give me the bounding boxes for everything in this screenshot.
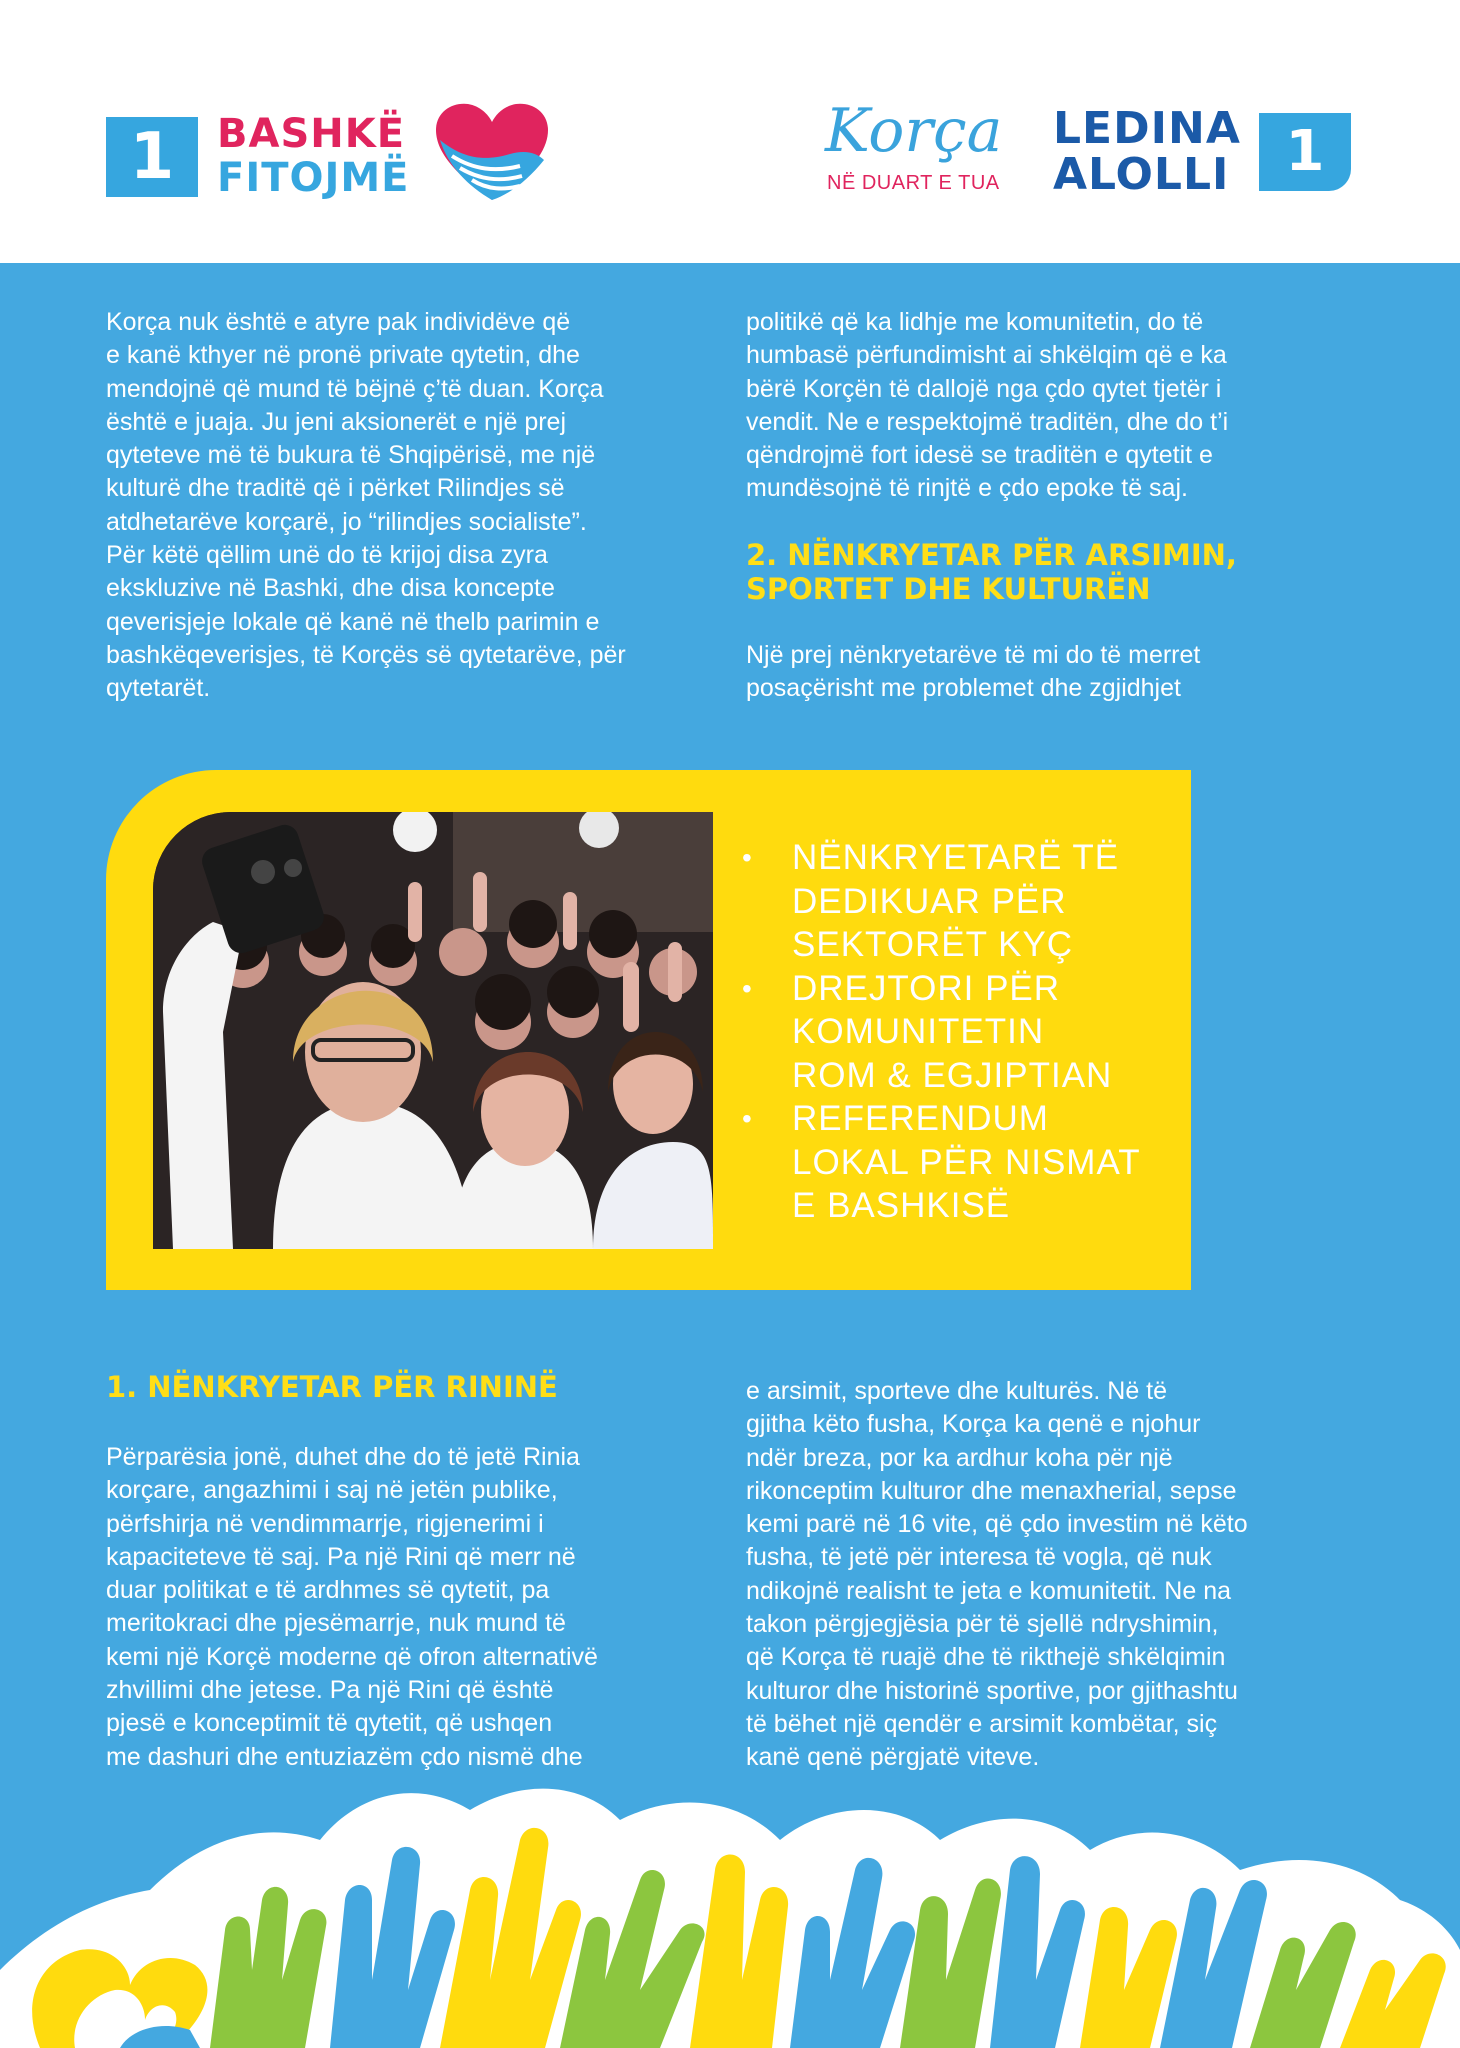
korca-script-logo: Korça [825, 96, 1003, 166]
logo-line-fitojme: FITOJMË [217, 155, 410, 201]
arsimi-paragraph: e arsimit, sporteve dhe kulturës. Në të gjitha këto fusha, Korça ka qenë e njohur ndër breza, por ka ardhur koha për një rikonceptim kulturor dhe menaxherial, sepse kemi parë në 16 vite, që çdo investim në këto fusha, të jetë për interesa të vogla, që nuk ndikojnë realisht te jeta e komunitetit. Ne na takon përgjegjësia për të sjellë ndryshimin, që Korça të ruajë dhe të rikthejë shkëlqimin kulturor dhe historinë sportive, por gjithashtu të bëhet një qendër e arsimit kombëtar, siç kanë qenë përgjatë viteve. [746, 1377, 1248, 1772]
raised-hands-illustration [0, 1780, 1460, 2048]
candidate-last-name: ALOLLI [1053, 149, 1230, 200]
highlight-bullet-list [742, 836, 1212, 1228]
candidate-first-name: LEDINA [1053, 103, 1241, 154]
bullet-dot: • [742, 1103, 753, 1134]
campaign-selfie-photo [153, 812, 713, 1249]
candidate-name [1053, 103, 1241, 200]
bullet-dot: • [742, 842, 753, 873]
logo-line-bashke: BASHKË [217, 111, 406, 157]
candidate-number-badge: 1 [1259, 113, 1351, 191]
heart-hands-icon [432, 100, 552, 205]
list-number-badge: 1 [106, 117, 198, 197]
intro-left-paragraph: Korça nuk është e atyre pak individëve që e kanë kthyer në pronë private qytetin, dhe mendojnë që mund të bëjnë ç’të duan. Korça është e juaja. Ju jeni aksionerët e një prej qyteteve më të bukura të Shqipërisë, me një kulturë dhe traditë që i përket Rilindjes së atdhetarëve korçarë, jo “rilindjes socialiste”. Për këtë qëllim unë do të krijoj disa zyra ekskluzive në Bashki, dhe disa koncepte qeverisjeje lokale që kanë në thelb parimin e bashkëqeverisjes, të Korçës së qytetarëve, për qytetarët. [106, 308, 626, 703]
bullet-dot: • [742, 972, 753, 1004]
bullet-item [742, 836, 1212, 967]
rinia-paragraph: Përparësia jonë, duhet dhe do të jetë Rinia korçare, angazhimi i saj në jetën publike, përfshirja në vendimmarrje, rigjenerimi i kapaciteteve të saj. Pa një Rini që merr në duar politikat e të ardhmes së qytetit, pa meritokraci dhe pjesëmarrje, nuk mund të kemi një Korçë moderne që ofron alternativë zhvillimi dhe jetese. Pa një Rini që është pjesë e konceptimit të qytetit, që ushqen me dashuri dhe entuziazëm çdo nismë dhe [106, 1443, 598, 1771]
bullet-text: REFERENDUM LOKAL PËR NISMAT E BASHKISË [792, 1099, 1141, 1225]
bullet-text: NËNKRYETARË TË DEDIKUAR PËR SEKTORËT KYÇ [792, 838, 1120, 964]
bullet-item [742, 967, 1212, 1098]
intro-right-paragraph: politikë që ka lidhje me komunitetin, do të humbasë përfundimisht ai shkëlqim që e ka bërë Korçën të dallojë nga çdo qytet tjetër i vendit. Ne e respektojmë traditën, dhe do t’i qëndrojmë fort idesë se traditën e qytetit e mundësojnë të rinjtë e çdo epoke të saj. [746, 308, 1229, 503]
bullet-item [742, 1097, 1212, 1228]
section-heading-arsimi: 2. NËNKRYETAR PËR ARSIMIN, SPORTET DHE KULTURËN [746, 538, 1237, 606]
arsimi-intro-paragraph: Një prej nënkryetarëve të mi do të merret posaçërisht me problemet dhe zgjidhjet [746, 641, 1201, 703]
bullet-text: DREJTORI PËR KOMUNITETIN ROM & EGJIPTIAN [792, 968, 1113, 1095]
page-header [0, 0, 1460, 263]
korca-tagline: NË DUART E TUA [827, 172, 1000, 194]
section-heading-rinia: 1. NËNKRYETAR PËR RININË [106, 1370, 558, 1404]
